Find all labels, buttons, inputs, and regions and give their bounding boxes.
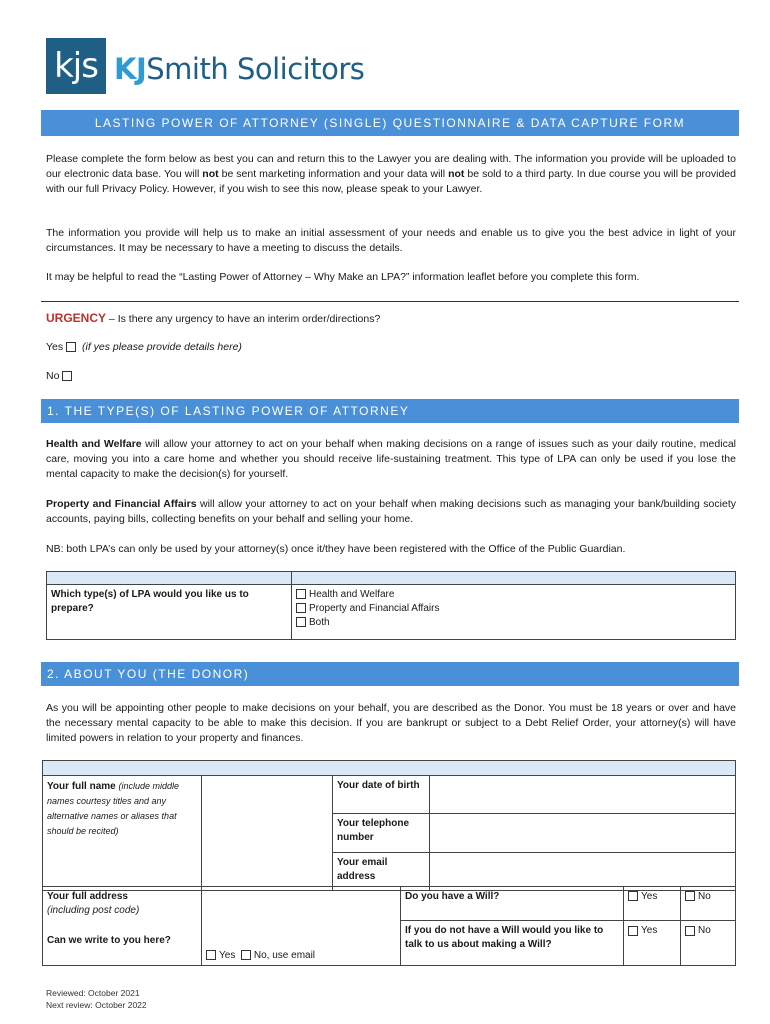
intro-p1-not2: not: [448, 168, 465, 180]
lpa-type-question: Which type(s) of LPA would you like us to prepare?: [47, 585, 292, 640]
urgency-yes-note: (if yes please provide details here): [81, 341, 242, 353]
intro-p1-b: be sent marketing information and your data will: [218, 168, 449, 180]
intro-p1-c: be sold to a third party. In due course you will be provided with our full Privacy Policy. However, if you wish to see this now, please speak to your Lawyer.: [46, 168, 736, 195]
will-talk-question: If you do not have a Will would you like to talk to us about making a Will?: [401, 921, 624, 966]
urgency-no-label: No: [46, 370, 60, 382]
checkbox-property-financial[interactable]: [296, 603, 306, 613]
full-name-input[interactable]: [202, 776, 333, 891]
pf-text: will allow your attorney to act on your behalf when making decisions such as managing your bank/building society accounts, paying bills, collecting benefits on your behalf and selling your home.: [46, 498, 736, 525]
email-input[interactable]: [430, 852, 736, 890]
full-name-note: (include middle names courtesy titles and any alternative names or aliases that should be recited): [47, 781, 180, 836]
lpa-type-table: [46, 571, 736, 640]
address-label: Your full address: [47, 891, 128, 902]
intro-paragraph-2: The information you provide will help us to make an initial assessment of your needs and enable us to give you the best advice in light of your circumstances. It may be necessary to have a meeting to discuss the details.: [46, 227, 736, 254]
urgency-label: URGENCY: [46, 311, 107, 325]
will-yes-label: Yes: [641, 891, 658, 902]
footer: [46, 987, 147, 1011]
will-no-label: No: [698, 891, 711, 902]
will-talk-yes-cell[interactable]: [624, 921, 681, 966]
will-yes-checkbox[interactable]: [628, 891, 638, 901]
donor-details-table-top: [42, 775, 736, 891]
pf-title: Property and Financial Affairs: [46, 498, 197, 510]
urgency-question: [46, 311, 380, 325]
intro-paragraph-3: It may be helpful to read the “Lasting Power of Attorney – Why Make an LPA?” information leaflet before you complete this form.: [46, 271, 640, 283]
urgency-yes-checkbox[interactable]: [66, 342, 76, 352]
address-input[interactable]: [202, 887, 401, 966]
will-question: Do you have a Will?: [401, 887, 624, 921]
firm-logo-name: [114, 52, 364, 86]
will-no-cell[interactable]: [681, 887, 736, 921]
form-title: LASTING POWER OF ATTORNEY (SINGLE) QUESTIONNAIRE & DATA CAPTURE FORM: [41, 110, 739, 136]
write-yes-checkbox[interactable]: [206, 950, 216, 960]
option-label: Property and Financial Affairs: [309, 603, 440, 614]
logo-name-strong: KJ: [114, 52, 147, 86]
option-label: Both: [309, 617, 330, 628]
nb-paragraph: NB: both LPA’s can only be used by your attorney(s) once it/they have been registered with the Office of the Public Guardian.: [46, 543, 626, 555]
email-label: Your email address: [333, 852, 430, 890]
write-no-checkbox[interactable]: [241, 950, 251, 960]
section-1-title: 1. THE TYPE(S) OF LASTING POWER OF ATTORNEY: [41, 399, 739, 423]
health-welfare-paragraph: [46, 437, 736, 482]
intro-p1-a: Please complete the form below as best you can and return this to the Lawyer you are dealing with. The information you provide will be uploaded to our electronic data base. You will: [46, 153, 736, 180]
will-talk-no-checkbox[interactable]: [685, 926, 695, 936]
urgency-no-checkbox[interactable]: [62, 371, 72, 381]
will-talk-no-cell[interactable]: [681, 921, 736, 966]
logo-name-rest: Smith Solicitors: [146, 52, 365, 86]
option-label: Health and Welfare: [309, 589, 395, 600]
donor-table-header: [42, 760, 736, 776]
will-talk-yes-checkbox[interactable]: [628, 926, 638, 936]
lpa-type-options: [292, 585, 736, 640]
intro-p1-not1: not: [202, 168, 219, 180]
divider: [41, 301, 739, 302]
dob-input[interactable]: [430, 776, 736, 814]
write-options: [206, 949, 315, 963]
dob-label: Your date of birth: [333, 776, 430, 814]
hw-title: Health and Welfare: [46, 438, 142, 450]
hw-text: will allow your attorney to act on your behalf when making decisions on a range of issues such as your daily routine, medical care, moving you into a care home and whether you should receive life-sustaining treatment. This type of LPA can only be used if you lose the mental capacity to make the decision(s) for yourself.: [46, 438, 736, 480]
urgency-question-text: – Is there any urgency to have an interim order/directions?: [106, 313, 381, 325]
write-no-label: No, use email: [253, 950, 316, 961]
will-talk-yes-label: Yes: [641, 925, 658, 937]
full-name-label-cell: [43, 776, 202, 891]
urgency-yes-row: [46, 341, 242, 353]
reviewed-date: Reviewed: October 2021: [46, 988, 140, 998]
write-label: Can we write to you here?: [47, 935, 171, 946]
section-2-title: 2. ABOUT YOU (THE DONOR): [41, 662, 739, 686]
address-note: (including post code): [47, 905, 140, 916]
write-yes-label: Yes: [219, 950, 236, 961]
phone-input[interactable]: [430, 814, 736, 852]
option-health-welfare[interactable]: [296, 588, 731, 602]
intro-paragraph-1: [46, 152, 736, 197]
full-name-label: Your full name: [47, 781, 116, 792]
will-yes-cell[interactable]: [624, 887, 681, 921]
urgency-yes-label: Yes: [46, 341, 64, 353]
firm-logo-mark: kjs: [46, 38, 106, 94]
section-2-intro: As you will be appointing other people to make decisions on your behalf, you are described as the Donor. You must be 18 years or over and have the necessary mental capacity to be able to make this decision. If you are bankrupt or subject to a Debt Relief Order, your attorney(s) will have limited powers in relation to your property and finances.: [46, 702, 736, 744]
will-talk-no-label: No: [698, 925, 711, 937]
next-review-date: Next review: October 2022: [46, 1000, 147, 1010]
donor-details-table-bottom: [42, 886, 736, 966]
urgency-no-row: [46, 370, 75, 382]
checkbox-both[interactable]: [296, 617, 306, 627]
option-property-financial[interactable]: [296, 602, 731, 616]
phone-label: Your telephone number: [333, 814, 430, 852]
will-no-checkbox[interactable]: [685, 891, 695, 901]
option-both[interactable]: [296, 616, 731, 630]
property-financial-paragraph: [46, 497, 736, 527]
checkbox-health-welfare[interactable]: [296, 589, 306, 599]
address-label-cell: [43, 887, 202, 966]
